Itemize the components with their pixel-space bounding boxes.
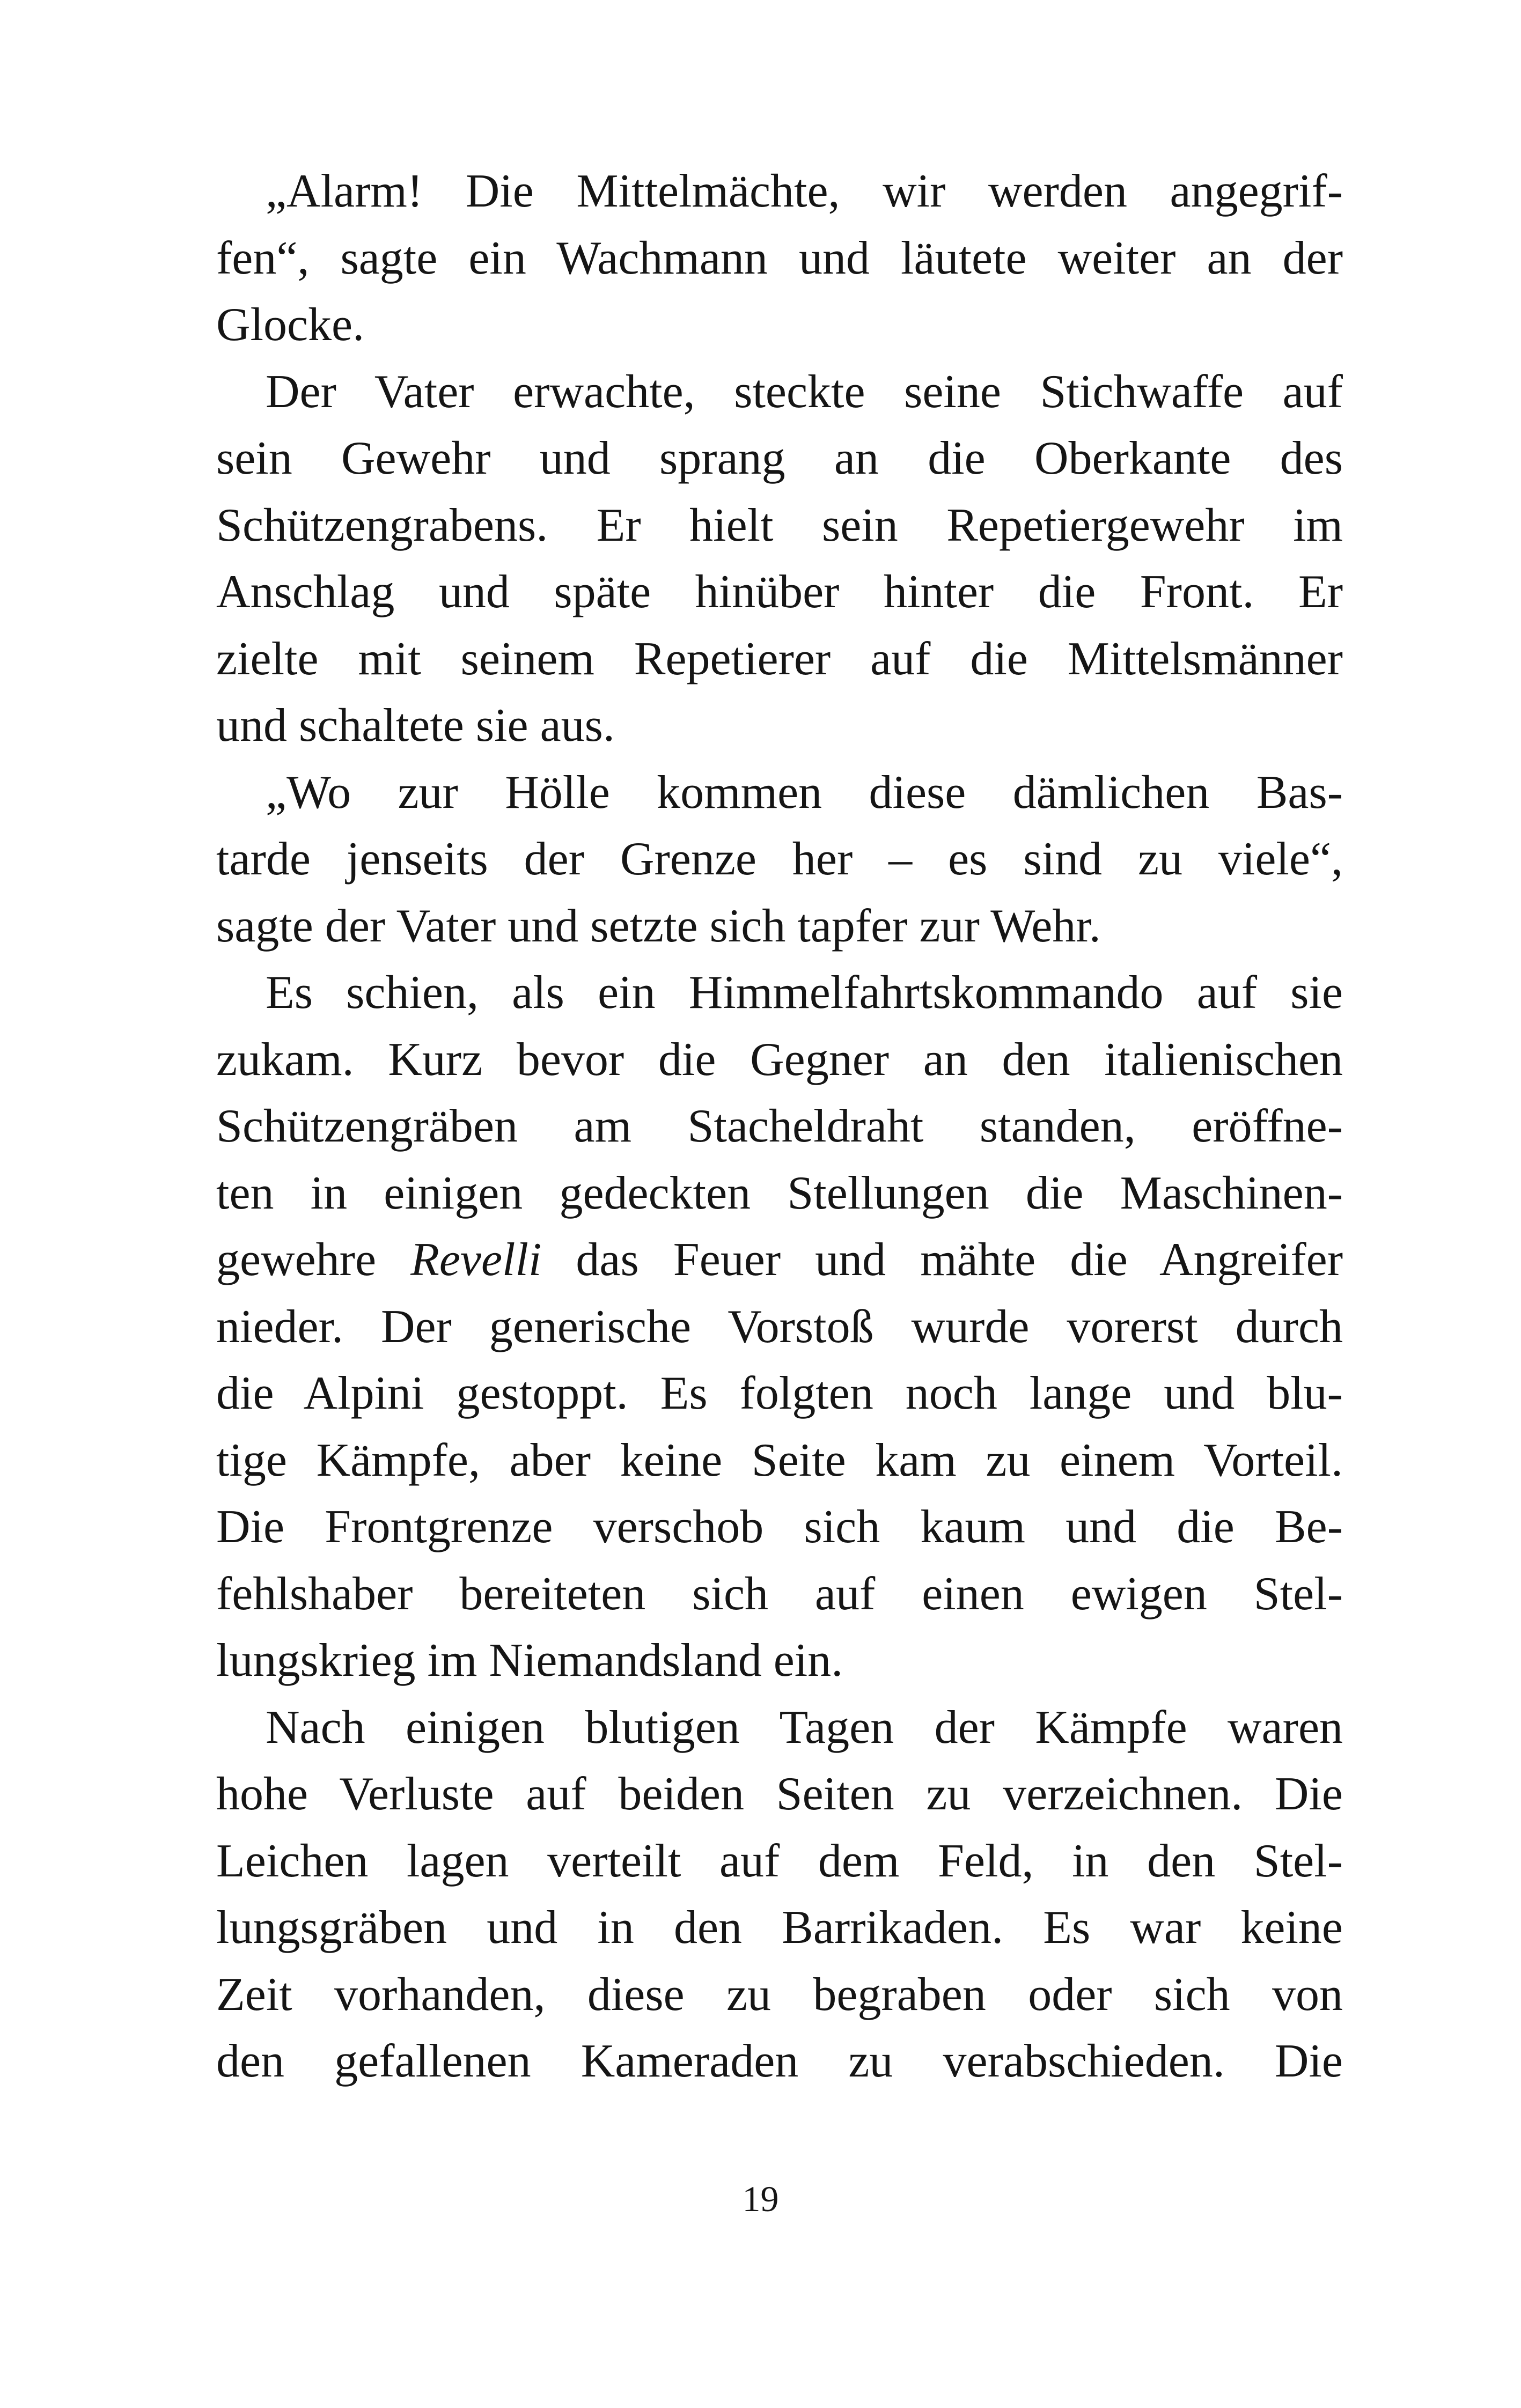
italic-word: Revelli: [410, 1234, 542, 1286]
text-line: hohe Verluste auf beiden Seiten zu verzeichnen. Die: [216, 1768, 1343, 1820]
paragraph: [216, 359, 1343, 760]
paragraph: [216, 760, 1343, 960]
text-line: Der Vater erwachte, steckte seine Stichwaffe auf: [266, 365, 1343, 418]
text-line: tige Kämpfe, aber keine Seite kam zu einem Vorteil.: [216, 1434, 1343, 1486]
text-line: [216, 1227, 1343, 1294]
text-line: Schützengräben am Stacheldraht standen, eröffne-: [216, 1100, 1343, 1152]
text-line: Die Frontgrenze verschob sich kaum und die Be-: [216, 1501, 1343, 1553]
paragraph: [216, 158, 1343, 359]
text-line: Anschlag und späte hinüber hinter die Front. Er: [216, 566, 1343, 618]
text-line: tarde jenseits der Grenze her – es sind zu viele“,: [216, 833, 1343, 885]
text-line: zukam. Kurz bevor die Gegner an den italienischen: [216, 1033, 1343, 1086]
text-line: und schaltete sie aus.: [216, 699, 615, 752]
text-line: die Alpini gestoppt. Es folgten noch lange und blu-: [216, 1367, 1343, 1419]
text-line: fehlshaber bereiteten sich auf einen ewigen Stel-: [216, 1567, 1343, 1620]
text-line: lungsgräben und in den Barrikaden. Es war keine: [216, 1902, 1343, 1954]
text-line: Leichen lagen verteilt auf dem Feld, in den Stel-: [216, 1835, 1343, 1887]
paragraph: [216, 960, 1343, 1695]
text-line: Zeit vorhanden, diese zu begraben oder sich von: [216, 1968, 1343, 2021]
text-line: den gefallenen Kameraden zu verabschieden. Die: [216, 2035, 1343, 2087]
text-line: zielte mit seinem Repetierer auf die Mittelsmänner: [216, 632, 1343, 685]
text-line: Glocke.: [216, 299, 365, 351]
text-line: Es schien, als ein Himmelfahrtskommando auf sie: [266, 967, 1343, 1019]
text-line: Schützengrabens. Er hielt sein Repetiergewehr im: [216, 499, 1343, 551]
text-line: „Wo zur Hölle kommen diese dämlichen Bas-: [266, 766, 1343, 819]
text-line: sagte der Vater und setzte sich tapfer zur Wehr.: [216, 900, 1101, 952]
text-fragment: das Feuer und mähte die Angreifer: [576, 1234, 1343, 1286]
text-line: „Alarm! Die Mittelmächte, wir werden angegrif-: [266, 165, 1343, 217]
text-line: fen“, sagte ein Wachmann und läutete weiter an der: [216, 232, 1343, 284]
text-line: nieder. Der generische Vorstoß wurde vorerst durch: [216, 1300, 1343, 1353]
body-text: [216, 158, 1343, 2095]
paragraph: [216, 1695, 1343, 2095]
text-line: ten in einigen gedeckten Stellungen die Maschinen-: [216, 1167, 1343, 1219]
text-fragment: gewehre: [216, 1234, 377, 1286]
page-number: 19: [742, 2178, 779, 2219]
text-line: Nach einigen blutigen Tagen der Kämpfe waren: [266, 1701, 1343, 1754]
text-line: lungskrieg im Niemandsland ein.: [216, 1634, 843, 1687]
text-line: sein Gewehr und sprang an die Oberkante des: [216, 432, 1343, 484]
